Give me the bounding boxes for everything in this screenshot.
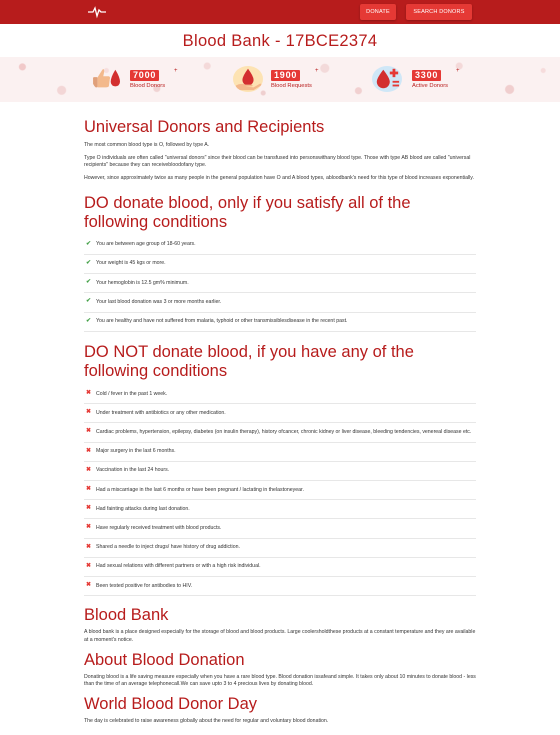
check-icon: ✔ xyxy=(86,298,92,305)
stats-banner xyxy=(0,57,560,102)
list-item: ✔ You are between age group of 18-60 years. xyxy=(84,236,476,255)
cross-icon: ✖ xyxy=(86,390,92,397)
cross-icon: ✖ xyxy=(86,447,92,454)
list-item: ✖ Been tested positive for antibodies to HIV. xyxy=(84,577,476,596)
stat-suffix: + xyxy=(456,68,460,74)
do-donate-heading: DO donate blood, only if you satisfy all of the following conditions xyxy=(84,193,411,231)
cross-icon: ✖ xyxy=(86,505,92,512)
stat-value: 7000 xyxy=(130,70,159,81)
stat-label: Blood Requests xyxy=(271,83,312,89)
list-item: ✔ Your weight is 45 kgs or more. xyxy=(84,255,476,274)
stat-label: Blood Donors xyxy=(130,83,166,89)
cross-icon: ✖ xyxy=(86,428,92,435)
stat-suffix: + xyxy=(315,68,319,74)
list-item: ✖ Cardiac problems, hypertension, epilepsy, diabetes (on insulin therapy), history ofcancer, chronic kidney or liver disease, bleeding tendencies, venereal disease etc. xyxy=(84,423,476,442)
stat-value: 3300 xyxy=(412,70,441,81)
list-item: ✖ Have regularly received treatment with blood products. xyxy=(84,519,476,538)
do-not-donate-heading: DO NOT donate blood, if you have any of the following conditions xyxy=(84,342,414,380)
check-icon: ✔ xyxy=(86,259,92,266)
list-item: ✖ Major surgery in the last 6 months. xyxy=(84,443,476,462)
cross-icon: ✖ xyxy=(86,524,92,531)
cross-icon: ✖ xyxy=(86,543,92,550)
list-item: ✔ You are healthy and have not suffered from malaria, typhoid or other transmissiblesdisease in the recent past. xyxy=(84,313,476,332)
stat-blood-donors xyxy=(92,57,192,102)
stat-active-donors xyxy=(372,57,472,102)
cross-icon: ✖ xyxy=(86,409,92,416)
page-title: Blood Bank - 17BCE2374 xyxy=(182,32,378,50)
stat-value: 1900 xyxy=(271,70,300,81)
do-donate-list xyxy=(84,236,476,332)
universal-paragraph: Type O individuals are often called "universal donors" since their blood can be transfused into personswithany blood type. Those with type AB blood are called "universal recipients" because they can receivebloodofany type. xyxy=(84,154,471,169)
world-donor-day-heading: World Blood Donor Day xyxy=(84,694,258,713)
search-donors-button[interactable]: SEARCH DONORS xyxy=(406,4,472,20)
list-item: ✔ Your last blood donation was 3 or more months earlier. xyxy=(84,293,476,312)
universal-paragraph: The most common blood type is O, followed by type A. xyxy=(84,142,210,149)
universal-paragraph: However, since approximately twice as many people in the general population have O and A blood types, abloodbank's need for this type of blood increases exponentially. xyxy=(84,174,474,181)
cross-icon: ✖ xyxy=(86,562,92,569)
list-item: ✖ Shared a needle to inject drugs/ have history of drug addiction. xyxy=(84,539,476,558)
blood-bank-text: A blood bank is a place designed especially for the storage of blood and blood products. Large coolersholdthese products at a constant temperature and they are available at a moment's notice. xyxy=(84,629,476,643)
cross-icon: ✖ xyxy=(86,466,92,473)
cross-icon: ✖ xyxy=(86,582,92,589)
cross-icon: ✖ xyxy=(86,486,92,493)
list-item: ✖ Had sexual relations with different partners or with a high risk individual. xyxy=(84,558,476,577)
navbar xyxy=(0,0,560,24)
list-item: ✖ Had fainting attacks during last donation. xyxy=(84,500,476,519)
list-item: ✖ Vaccination in the last 24 hours. xyxy=(84,462,476,481)
do-not-donate-list xyxy=(84,385,476,596)
list-item: ✔ Your hemoglobin is 12.5 gm% minimum. xyxy=(84,274,476,293)
hand-holding-blood-drop-icon xyxy=(233,66,263,92)
stat-label: Active Donors xyxy=(412,83,449,89)
list-item: ✖ Under treatment with antibiotics or any other medication. xyxy=(84,404,476,423)
world-donor-day-text: The day is celebrated to raise awareness globally about the need for regular and voluntary blood donation. xyxy=(84,718,329,724)
check-icon: ✔ xyxy=(86,279,92,286)
universal-heading: Universal Donors and Recipients xyxy=(84,118,325,136)
check-icon: ✔ xyxy=(86,240,92,247)
stat-suffix: + xyxy=(174,68,178,74)
main-content xyxy=(84,118,476,726)
check-icon: ✔ xyxy=(86,317,92,324)
thumbs-up-blood-drop-icon xyxy=(92,66,122,92)
heartbeat-icon[interactable] xyxy=(88,5,106,19)
list-item: ✖ Had a miscarriage in the last 6 months or have been pregnant / lactating in thelastoneyear. xyxy=(84,481,476,500)
about-donation-text: Donating blood is a life saving measure especially when you have a rare blood type. Blood donation issafeand simple. It takes only about 10 minutes to donate blood - less than the time of an average telephonecall.We can save upto 3 to 4 precious lives by donating blood. xyxy=(84,673,476,688)
blood-bank-heading: Blood Bank xyxy=(84,606,169,625)
about-donation-heading: About Blood Donation xyxy=(84,650,245,669)
donate-button[interactable]: DONATE xyxy=(360,4,396,20)
list-item: ✖ Cold / fever in the past 1 week. xyxy=(84,385,476,404)
blood-drop-with-plus-icon xyxy=(372,66,402,92)
stat-blood-requests xyxy=(233,57,333,102)
